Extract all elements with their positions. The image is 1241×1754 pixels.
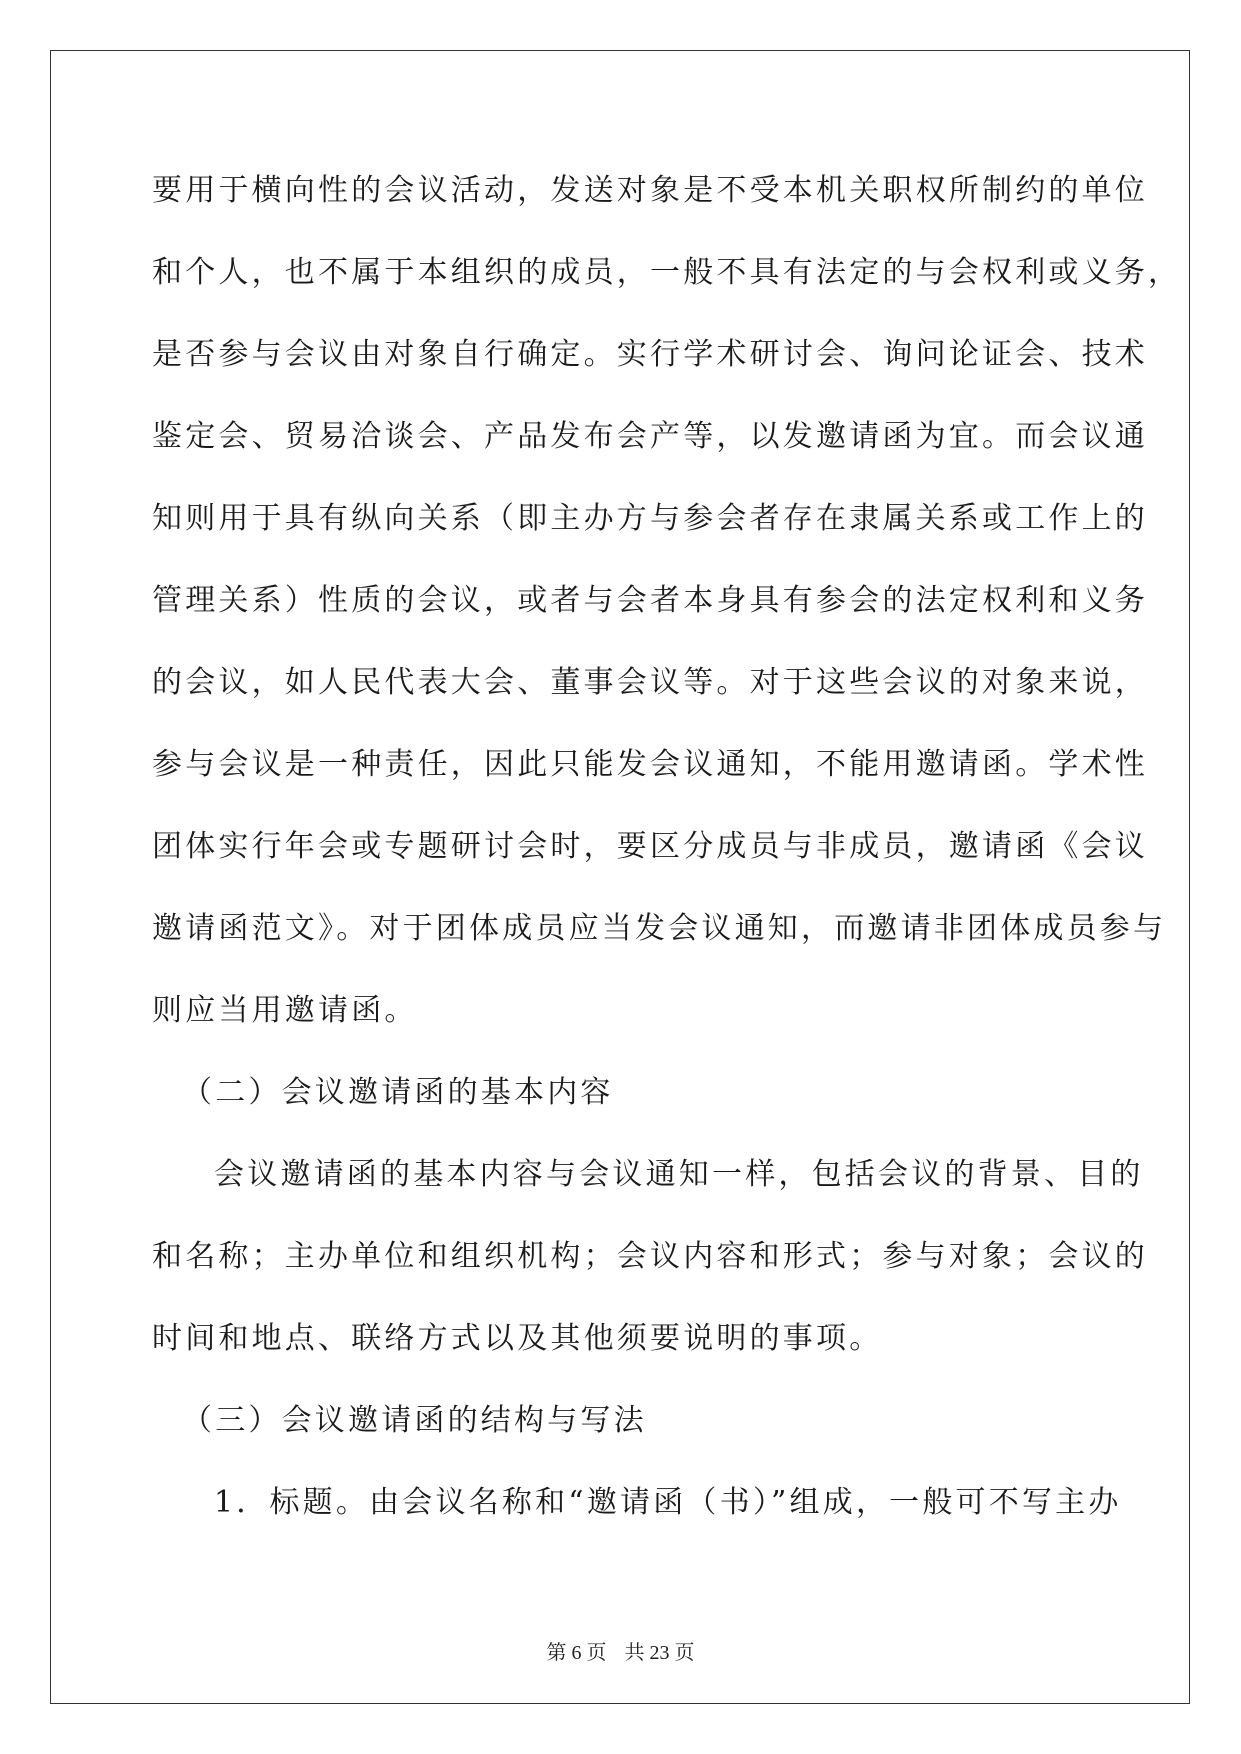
- text-line: 团体实行年会或专题研讨会时，要区分成员与非成员，邀请函《会议: [152, 829, 1148, 864]
- text-line: 鉴定会、贸易洽谈会、产品发布会产等，以发邀请函为宜。而会议通: [152, 419, 1148, 454]
- text-line: 会议邀请函的基本内容与会议通知一样，包括会议的背景、目的: [214, 1157, 1144, 1192]
- text-line: 1．标题。由会议名称和“邀请函（书）”组成，一般可不写主办: [214, 1485, 1122, 1520]
- text-line: 时间和地点、联络方式以及其他须要说明的事项。: [152, 1321, 883, 1356]
- text-line: 和个人，也不属于本组织的成员，一般不具有法定的与会权利或义务，: [152, 255, 1182, 290]
- text-line: 参与会议是一种责任，因此只能发会议通知，不能用邀请函。学术性: [152, 747, 1148, 782]
- page-number: 第 6 页: [546, 1642, 607, 1664]
- text-line: 的会议，如人民代表大会、董事会议等。对于这些会议的对象来说，: [152, 665, 1148, 700]
- section-heading: （二）会议邀请函的基本内容: [182, 1075, 614, 1110]
- text-line: 知则用于具有纵向关系（即主办方与参会者存在隶属关系或工作上的: [152, 501, 1148, 536]
- text-line: 和名称；主办单位和组织机构；会议内容和形式；参与对象；会议的: [152, 1239, 1148, 1274]
- page-footer: [0, 1636, 1241, 1665]
- section-heading: （三）会议邀请函的结构与写法: [182, 1403, 647, 1438]
- text-line: 是否参与会议由对象自行确定。实行学术研讨会、询问论证会、技术: [152, 337, 1148, 372]
- page-total: 共 23 页: [624, 1642, 695, 1664]
- document-body: [152, 165, 1182, 1559]
- text-line: 邀请函范文》。对于团体成员应当发会议通知，而邀请非团体成员参与: [152, 911, 1167, 946]
- text-line: 则应当用邀请函。: [152, 993, 418, 1028]
- text-line: 管理关系）性质的会议，或者与会者本身具有参会的法定权利和义务: [152, 583, 1148, 618]
- text-line: 要用于横向性的会议活动，发送对象是不受本机关职权所制约的单位: [152, 173, 1148, 208]
